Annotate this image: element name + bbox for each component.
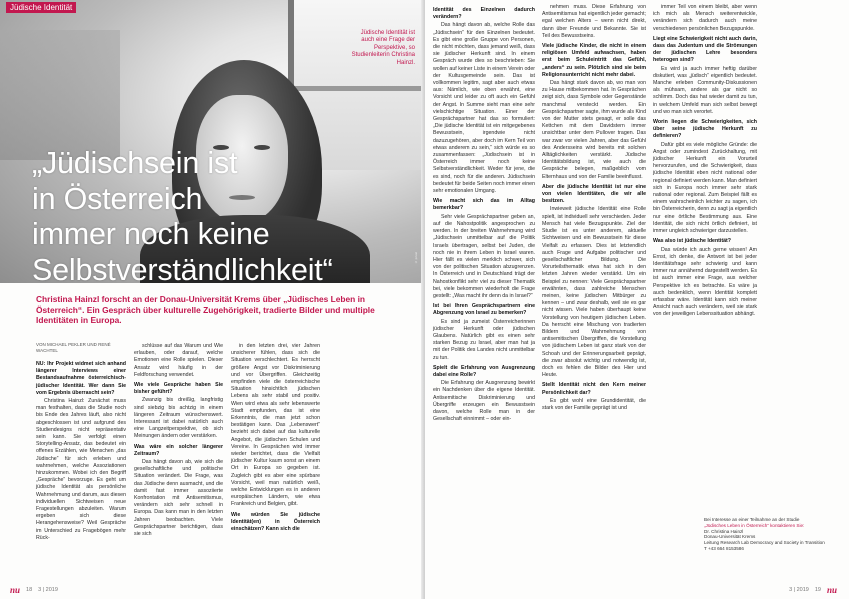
left-column-1	[36, 358, 126, 583]
left-column-2	[134, 343, 223, 583]
interview-question: Was also ist jüdische Identität?	[653, 238, 731, 245]
left-page	[0, 0, 424, 599]
body-paragraph: Christina Hainzl: Zunächst muss man festhalten, dass die Studie noch bis Ende des Jahres läuft, also nicht abgeschlossen ist und aufgrund des Studiendesigns nicht repräsentativ sein kann. Sie verfolgt einen Storytelling-Ansatz, das bedeutet ein offenes Erzählen, wie Menschen „das Jüdische“ für sich erleben und wahrnehmen, welche Assoziationen hinzukommen. Wobei ich den Begriff „Gespräche“ bevorzuge. Es geht um jüdische Identität als persönliche Wahrnehmung und darum, aus diesen individuellen Sichtweisen neue Fragestellungen abzuleiten. Warum ergeben sich diese Herangehensweise? Weil Gespräche im Unterschied zu Fragebögen mehr Rück-	[36, 398, 126, 541]
issue-number: 3 | 2019	[38, 587, 58, 593]
folio-left	[10, 585, 58, 595]
interview-question: Viele jüdische Kinder, die nicht in einem religiösen Umfeld aufwachsen, haben erst beim Schuleintritt das Gefühl, „anders“ zu sein. Plötzlich sind sie beim Religionsunterricht nicht mehr dabei.	[542, 43, 646, 78]
info-line-institution: Donau-Universität Krems	[704, 534, 756, 540]
body-paragraph: nehmen muss. Diese Erfahrung von Antisemitismus hat eigentlich jeder gemacht; egal welchen Alters – wenn nicht direkt, dann über Freunde und Bekannte. Sie ist Teil des Bewusstseins.	[542, 4, 646, 39]
interview-question: Ist bei Ihren Gesprächspartnern eine Abgrenzung von Israel zu bemerken?	[433, 303, 535, 317]
body-paragraph: Das hängt stark davon ab, wo man von zu Hause mitbekommen hat. In Gesprächen zeigt sich, dass Symbole oder Gegenstände manchmal versteckt werden. Ein Gesprächspartner sagte, ihm wurde als Kind von der Mutter stets gesagt, er solle das Kettchen mit dem Davidstern immer unsichtbar unter dem Pullover tragen. Das war zwar vor vielen Jahren, aber das Gefühl des Andersseins wird bereits mit solchen Alltäglichkeiten verstärkt. Jüdische Identitätsbildung ist, wie auch die Gespräche belegen, maßgeblich vom Elternhaus und von der Familie beeinflusst.	[542, 80, 646, 180]
right-column-1	[433, 4, 535, 583]
photo-credit: © privat	[414, 252, 418, 265]
body-paragraph: Es wird ja auch immer heftig darüber diskutiert, was „jüdisch“ eigentlich bedeutet. Manche erleben Community-Diskussionen als mühsam, andere als gar nicht so schlimm. Doch das hat wieder damit zu tun, in welchem Umfeld man sich selbst bewegt und wo man sich verortet.	[653, 65, 757, 115]
issue-number: 3 | 2019	[789, 587, 809, 593]
interview-question: Liegt eine Schwierigkeit nicht auch darin, dass das Judentum und die Strömungen der jüdischen Lehre besonders heterogen sind?	[653, 35, 757, 64]
body-paragraph: Inwieweit jüdische Identität eine Rolle spielt, ist individuell sehr verschieden. Jeder Mensch hat viele Bezugspunkte. Ziel der Studie ist es unter anderem, aktuelle Sichtweisen und ein Bewusstsein für diese Vielfalt zu erfassen. Dies ist letztendlich auch Frage und Aufgabe politischer und gesellschaftlicher Bildung. Die Vorurteilsthematik etwa hat sich in den letzten Jahren wieder verstärkt. Um ein Beispiel zu nennen: Viele Gesprächspartner erwähnten, dass zahlreiche Menschen meinen, keine jüdischen Mitbürger zu kennen – und zwar deshalb, weil sie es gar nicht wissen. Viele haben überhaupt keine Vorstellung von heutigem jüdischen Leben. Da herrscht eine Mischung von tradierten Bildern und Wahrnehmung von antisemitischen Übergriffen, die Vorstellung von jüdischem Leben ist ganz stark von der Schoah und der Erinnerungsarbeit geprägt, die zwar absolut wichtig und notwendig ist, doch es fehlen die Bilder des Hier und Heute.	[542, 206, 646, 379]
headline: „Jüdischsein ist in Österreich immer noch keine Selbstverständlichkeit“	[32, 146, 333, 287]
interview-question: Worin liegen die Schwierigkeiten, sich über seine jüdische Herkunft zu definieren?	[653, 119, 757, 140]
study-contact-box	[704, 517, 844, 552]
body-paragraph: Zwanzig bis dreißig, langfristig sind siebzig bis achtzig in einem längeren Zeitraum wünschenswert. Interessant ist dabei natürlich auch eine Langzeitperspektive, ob sich Meinungen ändern oder verstärken.	[134, 397, 223, 440]
interview-question: Aber die jüdische Identität ist nur eine von vielen Identitäten, die wir alle besitzen.	[542, 183, 646, 205]
body-paragraph: Es gibt wohl eine Grundidentität, die stark von der Familie geprägt ist und	[542, 397, 646, 411]
left-column-3	[231, 343, 320, 583]
author-byline: VON MICHAEL PEKLER UND RENÉ WACHTEL	[36, 342, 111, 353]
right-page	[425, 0, 849, 599]
interview-question: Spielt die Erfahrung von Ausgrenzung dabei eine Rolle?	[433, 364, 535, 378]
body-paragraph: immer Teil von einem bleibt, aber wenn ich mich als Mensch weiterentwickle, verändern sich dadurch auch meine verschiedenen persönlichen Bezugspunkte.	[653, 4, 757, 32]
interview-question: Identität des Einzelnen dadurch verändern?	[433, 7, 535, 21]
page-number: 18	[26, 587, 33, 593]
interview-question: Stellt Identität nicht den Kern meiner Persönlichkeit dar?	[542, 382, 646, 396]
body-paragraph: Das würde ich auch gerne wissen! Am Ernst, ich denke, die Antwort ist bei jeder Identitätsfrage sehr schwierig und kann immer nur annähernd dargestellt werden. Es ist auch immer eine Frage, aus welcher Perspektive ich es betrachte. Es wäre ja auch bedenklich, wenn Identität komplett erfassbar wäre. Identität kann sich meiner Ansicht nach auch verändern, weil sie stark von der jeweiligen Lebenssituation abhängt.	[653, 246, 757, 318]
interview-question: Was wäre ein solcher längerer Zeitraum?	[134, 443, 223, 457]
body-paragraph: in den letzten drei, vier Jahren unsicherer fühlen, dass sich die Situation verschlechtert. Es herrscht größere Angst vor Diskriminierung und vor Übergriffen. Gleichzeitig empfinden viele die österreichische Situation hinsichtlich jüdischen Lebens als sehr stabil und positiv. Wien wird etwa als sehr lebenswerte Stadt empfunden, das ist eine Erkenntnis, die man jetzt schon bestätigen kann. Das „Lebenswert“ bezieht sich dabei auf das kulturelle Angebot, die jüdischen Schulen und Vereine. In Gesprächen wird immer wieder berichtet, dass die Vielfalt jüdischer Kultur kaum sonst an einem Ort in Europa so gegeben ist. Zugleich gibt es aber eine spürbare Vorsicht, weil man natürlich weiß, welche Entwicklungen es in anderen europäischen Ländern, wie etwa Frankreich und Belgien, gibt.	[231, 343, 320, 508]
body-paragraph: Es sind ja zumeist Österreicherinnen jüdischer Herkunft oder jüdischen Glaubens. Natürlich gibt es einen sehr starken Bezug zu Israel, aber man hat ja mit der Politik des Landes nicht unmittelbar zu tun.	[433, 318, 535, 361]
body-paragraph: schlüsse auf das Warum und Wie erlauben, oder darauf, welche Emotionen eine Rolle spielen. Dieser Ansatz wird häufig in der Feldforschung verwendet.	[134, 343, 223, 378]
nu-logo: nu	[10, 585, 21, 595]
info-line-role: Leitung Research Lab Democracy and Society in Transition	[704, 540, 825, 546]
right-column-2	[542, 4, 646, 583]
page-number: 19	[814, 587, 821, 593]
right-column-3	[653, 4, 757, 583]
interview-question: NU: Ihr Projekt widmet sich anhand längerer Interviews einer Bestandsaufnahme österreichisch-jüdischer Identität. Wer dann Sie vom Ergebnis überrascht sein?	[36, 361, 126, 396]
interview-question: Wie würden Sie jüdische Identität(en) in Österreich einschätzen? Kann sich die	[231, 511, 320, 533]
interview-question: Wie viele Gespräche haben Sie bisher geführt?	[134, 382, 223, 396]
info-line-name: Dr. Christina Hainzl	[704, 528, 744, 534]
photo-window-crossbar	[290, 86, 422, 91]
folio-right	[789, 585, 837, 595]
info-line: Bei Interesse an einer Teilnahme an der Studie	[704, 517, 800, 522]
body-paragraph: Die Erfahrung der Ausgrenzung bewirkt ein Nachdenken über die eigene Identität. Antisemitische Diskriminierung und Übergriffe erzeugen ein Bewusstsein davon, welche Rolle man in der Gesellschaft einnimmt – oder ein-	[433, 380, 535, 423]
lead-paragraph: Christina Hainzl forscht an der Donau-Universität Krems über „Jüdisches Leben in Österreich“. Ein Gespräch über kulturelle Zugehörigkeit, tradierte Bilder und multiple Identitäten in Europa.	[36, 294, 375, 326]
photo-caption: Jüdische Identität ist auch eine Frage der Perspektive, so Studienleiterin Christina Hainzl.	[351, 30, 415, 66]
photo-background-shelf	[0, 30, 120, 160]
body-paragraph: Dafür gibt es viele mögliche Gründe: die Angst oder zumindest Zurückhaltung, mit jüdischer Herkunft ein Vorurteil hervorzurufen, und die Schwierigkeit, dass jüdische Identität eben nicht national oder regional definiert werden kann. Man definiert sich in Europa noch immer sehr stark national oder regional. Zum Beispiel fällt es einem wahrscheinlich leichter zu sagen, ich bin Österreicherin, denn zu sagt ja eigentlich nur eine örtliche Bestimmung aus. Eine Identität, die sich nicht örtlich definiert, ist immer ungleich schwieriger darzustellen.	[653, 141, 757, 235]
interview-question: Wie macht sich das im Alltag bemerkbar?	[433, 198, 535, 212]
info-line-phone: T +43 664 8153586	[704, 545, 744, 551]
body-paragraph: Das hängt davon ab, welche Rolle das „Jüdischsein“ für den Einzelnen bedeutet. Es gibt eine große Gruppe von Personen, die nicht möchten, dass jemand weiß, dass sie jüdischer Herkunft sind. In einem Gespräch wurde dies so beschrieben: Sie wollen auf keiner Liste in einem Verein oder der Kultusgemeinde sein. Das ist vollkommen legitim, sagt aber auch etwas aus: Nämlich, wie oben erwähnt, eine Vorsicht und leider zu oft auch ein Gefühl der Angst. In Summe sieht man eine sehr vielschichtige Situation. Einer der Gesprächspartner hat das so formuliert: „Die jüdische Identität ist ein mitgegebenes Bewusstsein, irgendwie nicht dazuzugehören, aber doch im Kern Teil von etwas anderem zu sein,“ sich würde es so zusammenfassen: „Jüdischsein ist in Österreich immer noch keine Selbstverständlichkeit. Weder für jene, die es sind, noch für die anderen. Jüdischsein bedeutet für beide Seiten noch immer einen sehr emotionalen Umgang.	[433, 22, 535, 195]
nu-logo: nu	[826, 585, 837, 595]
body-paragraph: Sehr viele Gesprächspartner geben an, auf die Nahostpolitik angesprochen zu werden. In der breiten Wahrnehmung wird „Jüdischsein unmittelbar auf die Politik Israels übertragen, selbst bei Juden, die noch nie in ihrem Leben in Israel waren. Hier fällt es vielen merklich schwer, sich von der politischen Situation abzugrenzen. In Österreich und in Deutschland trägt der Nahostkonflikt sehr viel zu dieser Thematik bei, viele bekommen wiederholt die Frage gestellt: „Was macht ihr denn da in Israel?“	[433, 213, 535, 299]
info-line-study-title: „Jüdisches Leben in Österreich“ kontaktieren Sie:	[704, 522, 805, 528]
section-tag: Jüdische Identität	[6, 2, 76, 13]
body-paragraph: Das hängt davon ab, wie sich die gesellschaftliche und politische Situation verändert. Die Frage, was das Jüdische denn ausmacht, und die damit fast immer assoziierte Konfrontation mit Antisemitismus, verändern sich sehr schnell in Europa. Das kann man in den letzten Jahren beobachten. Viele Gesprächspartner berichtigen, dass sie sich	[134, 459, 223, 538]
